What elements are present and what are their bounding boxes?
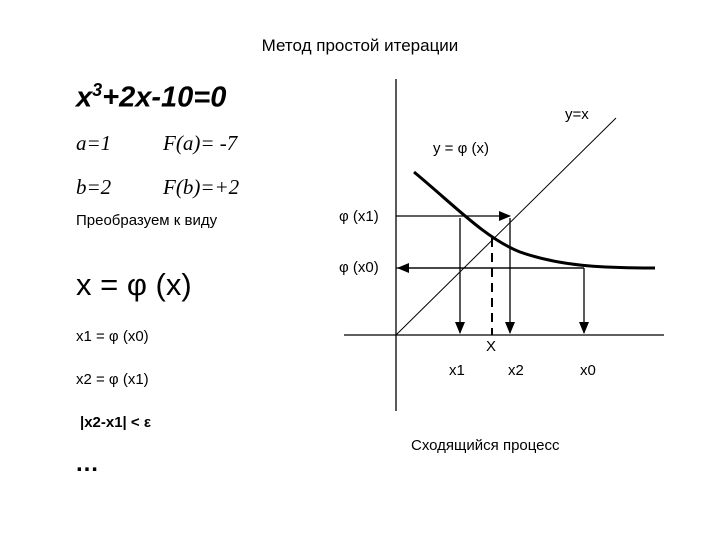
equation-exponent: 3 xyxy=(92,80,103,100)
b-value: b=2 xyxy=(76,175,112,199)
stop-condition: |x2-x1| < ε xyxy=(80,414,151,431)
label-curve: y = φ (x) xyxy=(433,140,489,157)
label-fixed-point: X xyxy=(486,338,497,355)
ellipsis: … xyxy=(75,450,99,477)
fb-value: F(b)=+2 xyxy=(163,175,240,199)
fixed-point-form: x = φ (x) xyxy=(76,267,192,302)
identity-line xyxy=(396,118,616,335)
equation-main: x xyxy=(76,81,93,114)
a-value: a=1 xyxy=(76,131,112,155)
iteration-1: x1 = φ (x0) xyxy=(76,328,149,345)
diagram-caption: Сходящийся процесс xyxy=(411,437,560,454)
label-x1: x1 xyxy=(449,362,465,379)
label-yx: y=x xyxy=(565,106,589,123)
label-x2: x2 xyxy=(508,362,524,379)
iteration-2: x2 = φ (x1) xyxy=(76,371,149,388)
label-x0: x0 xyxy=(580,362,596,379)
fa-value: F(a)= -7 xyxy=(163,131,238,155)
label-phi-x1: φ (x1) xyxy=(339,208,379,225)
equation-rest: +2x-10=0 xyxy=(102,81,227,114)
slide-title: Метод простой итерации xyxy=(261,36,459,55)
label-phi-x0: φ (x0) xyxy=(339,259,379,276)
phi-curve xyxy=(414,172,655,268)
transform-text: Преобразуем к виду xyxy=(76,212,218,229)
